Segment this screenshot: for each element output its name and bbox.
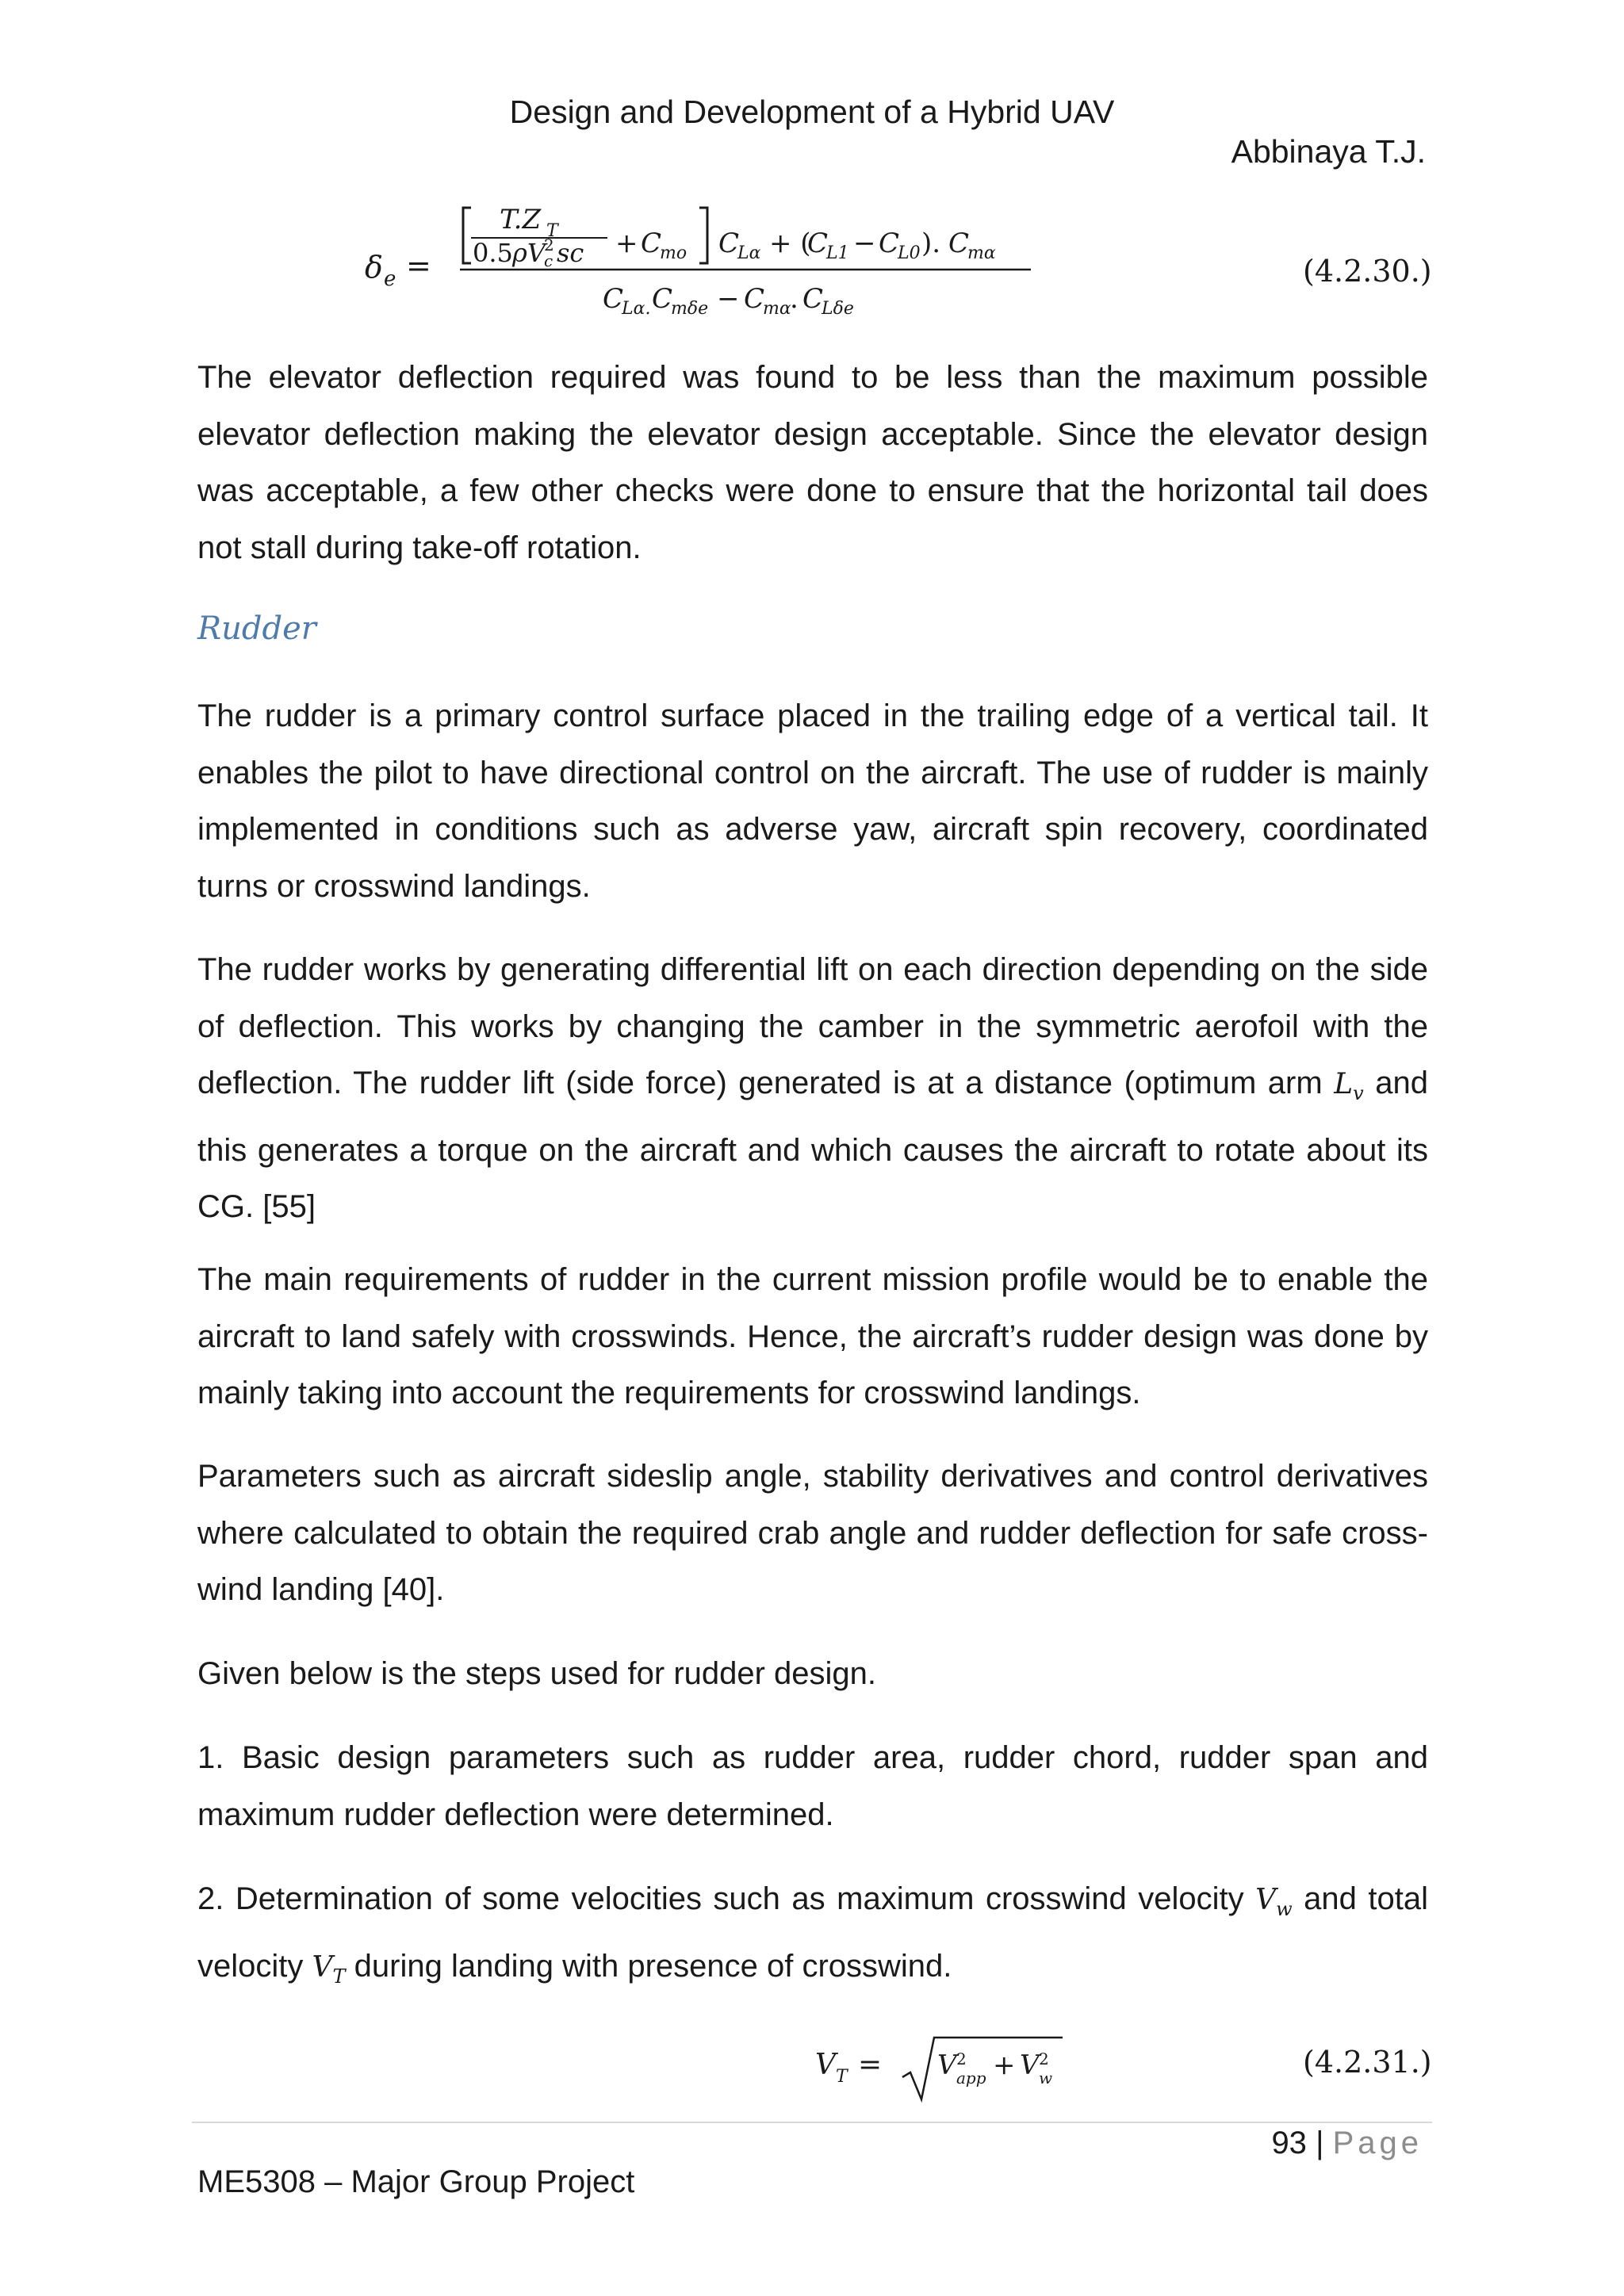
- svg-text:=: =: [858, 2049, 883, 2081]
- svg-text:+ (: + (: [769, 228, 811, 259]
- svg-text:Lα.: Lα.: [622, 299, 651, 319]
- paragraph-rudder-working-part-b: and this generates a torque on the aircraft and which causes the aircraft to rotate about its CG. [55]: [197, 1066, 1428, 1225]
- paragraph-rudder-requirements: The main requirements of rudder in the current mission profile would be to enable the aircraft to land safely with crosswinds. Hence, the aircraft’s rudder design was done by mainly taking into account the requirements for crosswind landings.: [197, 1262, 1428, 1410]
- paragraph-rudder-intro: The rudder is a primary control surface placed in the trailing edge of a vertical tail. It enables the pilot to have directional control on the aircraft. The use of rudder is mainly implemented in conditions such as adverse yaw, aircraft spin recovery, coordinated turns or crosswind landings.: [197, 698, 1428, 904]
- svg-text:C: C: [603, 283, 624, 315]
- paragraph-rudder-working: [197, 942, 1428, 1236]
- paragraph-step-1: 1. Basic design parameters such as rudder area, rudder chord, rudder span and maximum rudder deflection were determined.: [197, 1740, 1428, 1832]
- svg-text:app: app: [956, 2068, 986, 2087]
- svg-text:C: C: [802, 283, 824, 315]
- svg-text:C: C: [641, 228, 662, 259]
- svg-text:.: .: [790, 283, 799, 315]
- svg-text:Lα: Lα: [737, 243, 761, 263]
- svg-text:w: w: [1039, 2068, 1053, 2087]
- header-title: Design and Development of a Hybrid UAV: [509, 94, 1115, 130]
- equation-4-2-31: [809, 2026, 1078, 2106]
- svg-text:mo: mo: [660, 243, 688, 263]
- footer-project-name: ME5308 – Major Group Project: [197, 2164, 635, 2199]
- svg-text:+: +: [615, 228, 638, 259]
- paragraph-step-2: [197, 1871, 1428, 2005]
- svg-text:).: ).: [921, 228, 941, 259]
- svg-text:2: 2: [544, 235, 554, 254]
- svg-text:T: T: [546, 221, 558, 241]
- symbol-vw: $V_w$: [1255, 1884, 1293, 1921]
- svg-text:mα: mα: [763, 299, 791, 319]
- page-number-value: 93: [1271, 2126, 1307, 2160]
- footer-divider: [192, 2122, 1432, 2123]
- paragraph-step-2-part-c: during landing with presence of crosswind.: [354, 1948, 952, 1984]
- paragraph-step-2-part-a: 2. Determination of some velocities such as maximum crosswind velocity: [197, 1881, 1244, 1916]
- svg-text:2: 2: [956, 2049, 967, 2068]
- svg-text:V: V: [937, 2049, 957, 2081]
- svg-text:V: V: [1020, 2049, 1040, 2081]
- svg-text:Lδe: Lδe: [822, 299, 854, 319]
- svg-text:C: C: [948, 228, 970, 259]
- svg-text:−: −: [717, 283, 740, 315]
- svg-text:ρV: ρV: [512, 238, 546, 268]
- paragraph-rudder-working-part-a: The rudder works by generating differential lift on each direction depending on the side of deflection. This works by changing the camber in the symmetric aerofoil with the deflection. The rudder lift (side force) generated is at a distance (optimum arm: [197, 952, 1428, 1100]
- svg-text:C: C: [744, 283, 765, 315]
- svg-text:sc: sc: [557, 238, 584, 268]
- svg-text:c: c: [544, 251, 553, 270]
- svg-text:mα: mα: [967, 243, 996, 263]
- svg-text:V: V: [815, 2049, 836, 2081]
- paragraph-step-2-part-b: and total velocity: [197, 1881, 1428, 1984]
- svg-text:T: T: [836, 2067, 848, 2087]
- section-heading-rudder: Rudder: [197, 610, 316, 647]
- svg-text:C: C: [652, 283, 673, 315]
- svg-text:C: C: [718, 228, 740, 259]
- svg-text:mδe: mδe: [671, 299, 709, 319]
- equation-4-2-30: [365, 181, 1063, 331]
- equation-number-4-2-31: (4.2.31.): [1303, 2045, 1432, 2080]
- svg-text:e: e: [384, 267, 396, 291]
- equation-number-4-2-30: (4.2.30.): [1303, 254, 1432, 289]
- svg-text:L1: L1: [826, 243, 849, 263]
- paragraph-parameters: Parameters such as aircraft sideslip angle, stability derivatives and control derivatives where calculated to obtain the required crab angle and rudder deflection for safe cross-wind landing [40].: [197, 1459, 1428, 1607]
- paragraph-steps-intro: Given below is the steps used for rudder design.: [197, 1656, 877, 1691]
- page-number: [1271, 2126, 1423, 2161]
- svg-text:0.5: 0.5: [473, 238, 513, 268]
- svg-text:=: =: [406, 248, 431, 283]
- page-word: Page: [1332, 2126, 1423, 2160]
- svg-text:C: C: [879, 228, 900, 259]
- svg-text:T.Z: T.Z: [500, 204, 542, 235]
- svg-text:L0: L0: [898, 243, 921, 263]
- svg-text:+: +: [993, 2049, 1016, 2081]
- svg-text:C: C: [807, 228, 829, 259]
- page-number-separator: |: [1316, 2126, 1324, 2160]
- header-author: Abbinaya T.J.: [1231, 133, 1426, 170]
- paragraph-elevator-result: The elevator deflection required was found to be less than the maximum possible elevator deflection making the elevator design acceptable. Since the elevator design was acceptable, a few other checks were done to ensure that the horizontal tail does not stall during take-off rotation.: [197, 360, 1428, 565]
- svg-text:δ: δ: [365, 250, 383, 285]
- svg-text:−: −: [853, 228, 876, 259]
- svg-text:2: 2: [1039, 2049, 1049, 2068]
- symbol-vt: $V_T$: [312, 1950, 346, 1988]
- symbol-lv: $L_v$: [1334, 1068, 1364, 1105]
